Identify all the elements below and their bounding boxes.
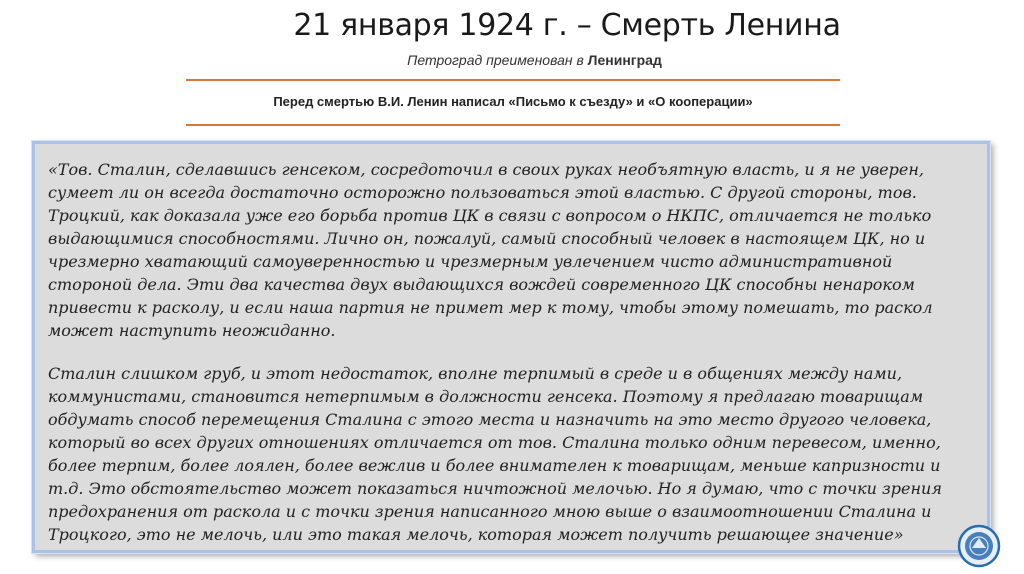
slide-title: 21 января 1924 г. – Смерть Ленина: [293, 8, 841, 43]
seal-icon: [957, 524, 1001, 568]
quote-paragraph-2: Сталин слишком груб, и этот недостаток, вполне терпимый в среде и в общениях между нами, коммунистами, становится нетерпимым в должности генсека. Поэтому я предлагаю товарищам обдумать способ перемещения Сталина с этого места и назначить на это место другого человека, который во всех других отношениях отличается от тов. Сталина только одним перевесом, именно, более терпим, более лоялен, более вежлив и более внимателен к товарищам, меньше капризности и т.д. Это обстоятельство может показаться ничтожной мелочью. Но я думаю, что с точки зрения предохранения от раскола и с точки зрения написанного мною выше о взаимоотношении Сталина и Троцкого, это не мелочь, или это такая мелочь, которая может получить решающее значение»: [48, 364, 942, 544]
quote-paragraph-1: «Тов. Сталин, сделавшись генсеком, сосредоточил в своих руках необъятную власть, и я не уверен, сумеет ли он всегда достаточно осторожно пользоваться этой властью. С другой стороны, тов. Троцкий, как доказала уже его борьба против ЦК в связи с вопросом о НКПС, отличается не только выдающимися способностями. Лично он, пожалуй, самый способный человек в настоящем ЦК, но и чрезмерно хватающий самоуверенностью и чрезмерным увлечением чисто административной стороной дела. Эти два качества двух выдающихся вождей современного ЦК способны ненароком привести к расколу, и если наша партия не примет мер к тому, чтобы этому помешать, то раскол может наступить неожиданно.: [48, 160, 933, 340]
quote-box: [32, 141, 990, 553]
subtitle-city: Ленинград: [587, 52, 662, 68]
slide-subtitle: [0, 52, 1024, 68]
slide-note: Перед смертью В.И. Ленин написал «Письмо к съезду» и «О кооперации»: [273, 94, 753, 109]
subtitle-text: Петроград преименован в: [407, 52, 588, 68]
divider-bottom: [186, 124, 840, 126]
divider-top: [186, 79, 840, 81]
